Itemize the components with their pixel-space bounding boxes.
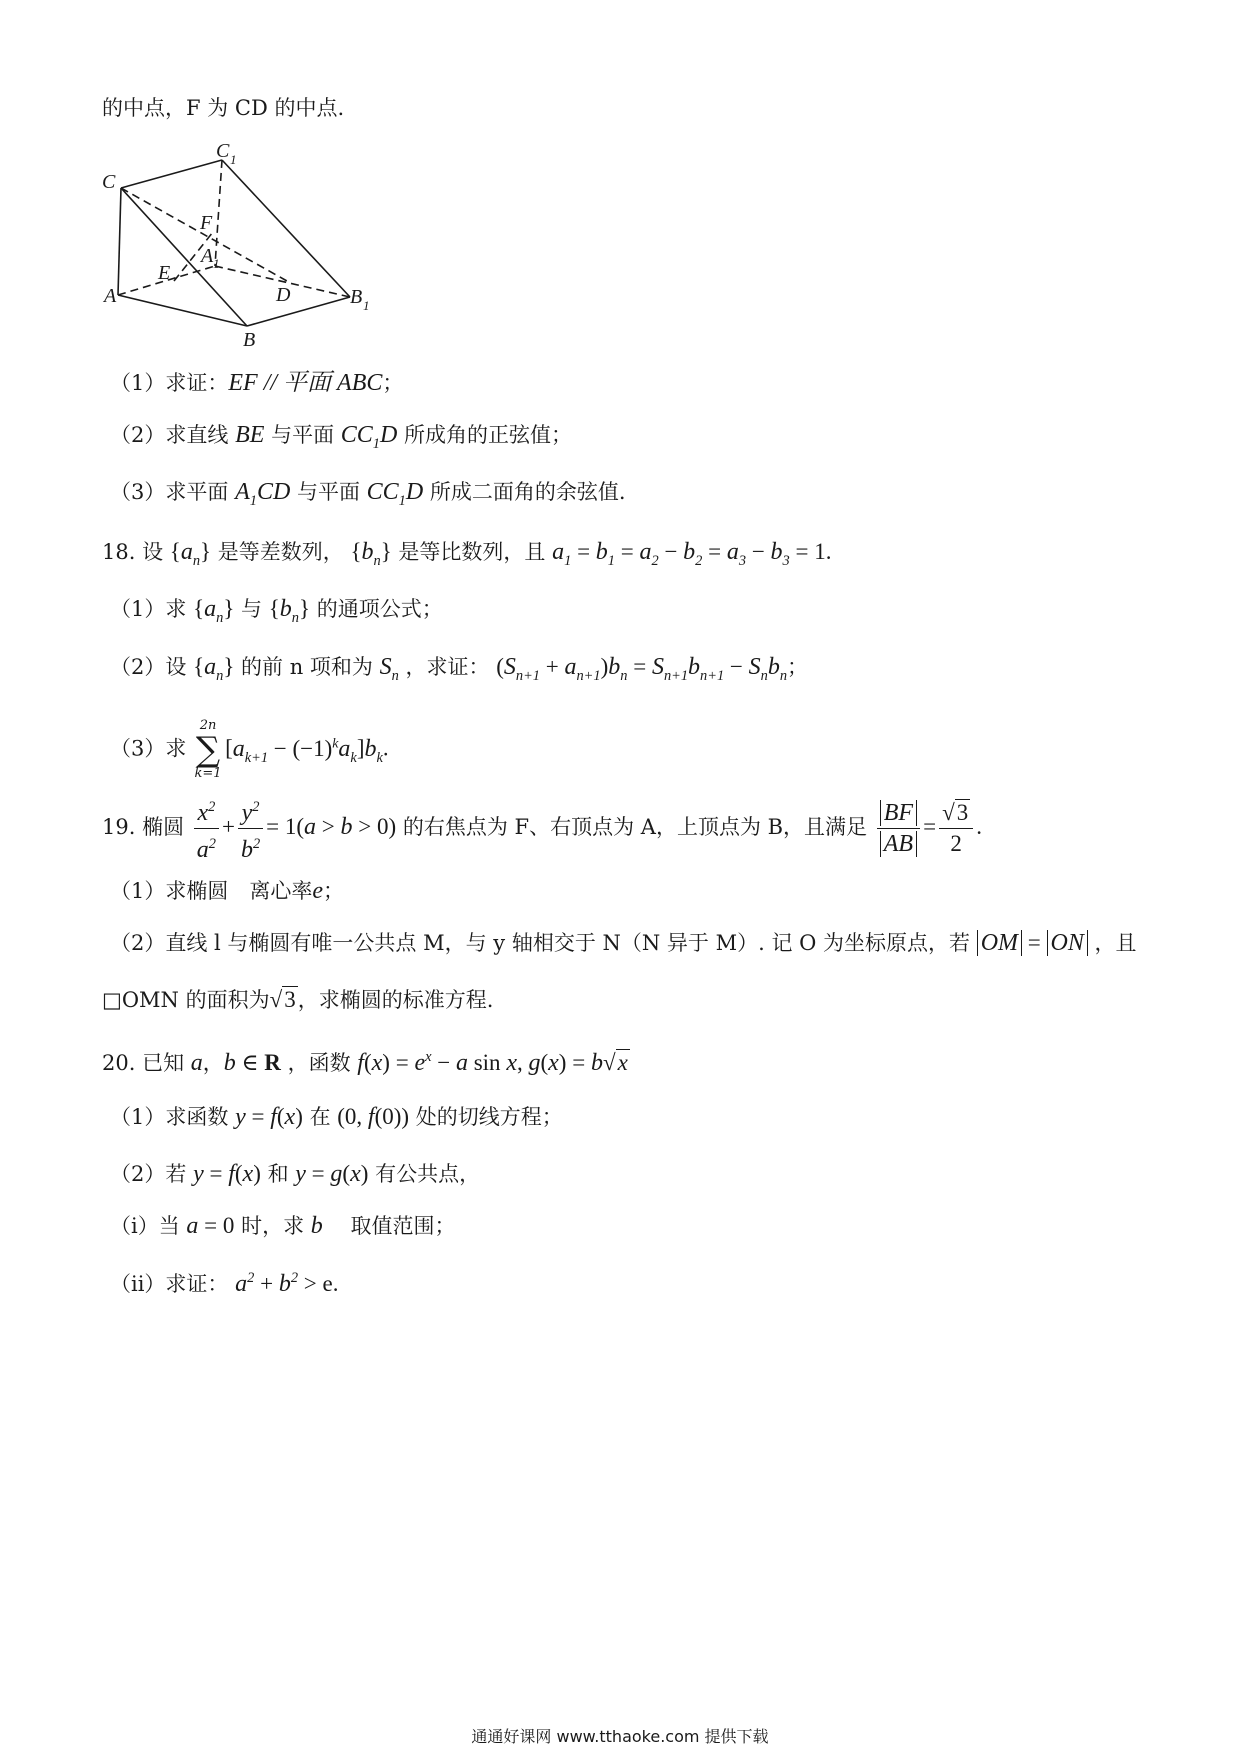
label-F: F [200, 212, 213, 234]
q18-part2: （2）设 $\{a_n\}$ 的前 n 项和为 $S_n$ ，求证： $(S_{n+1} + a_{n+1})b_n = S_{n+1}b_{n+1} - S_nb_n$； [110, 654, 809, 684]
q18-stem: 18. 设 $\{a_n\}$ 是等差数列， $\{b_n\}$ 是等比数列，且 $a_1 = b_1 = a_2 - b_2 = a_3 - b_3 = 1$. [102, 539, 832, 569]
q19-stem: 19. 椭圆 $\frac{x^2}{a^2}$ + $\frac{y^2}{b^2}$ = 1(a > b > 0) 的右焦点为 F、右顶点为 A，上顶点为 B，且满足 $\frac{BF}{AB}$ = $\frac{√3}{2}$ . [102, 792, 982, 865]
q20-part2: （2）若 y = f(x) 和 y = g(x) 有公共点， [110, 1161, 481, 1187]
label-C1-sub: 1 [230, 152, 237, 167]
label-A: A [104, 285, 117, 307]
label-B: B [243, 329, 256, 351]
label-A1: A [201, 245, 214, 267]
q20-part-i: （i）当 a = 0 时，求 b 取值范围； [110, 1213, 456, 1239]
label-B1: B [350, 286, 363, 308]
q19-part2-cont: □OMN 的面积为√3，求椭圆的标准方程. [102, 987, 494, 1012]
q19-part2: （2）直线 l 与椭圆有唯一公共点 M，与 y 轴相交于 N（N 异于 M）. 记 O 为坐标原点，若 OM = ON ，且 [110, 930, 1137, 956]
q19-part1: （1）求椭圆 离心率e； [110, 878, 345, 904]
q18-part3: （3）求 2n ∑ k=1 $[a_{k+1} - (-1)^ka_k]b_k$. [110, 718, 389, 782]
label-B1-sub: 1 [363, 298, 370, 313]
q17-part1: （1）求证：EF // 平面 ABC； [110, 370, 404, 396]
label-A1-sub: 1 [213, 256, 220, 271]
q17-part2: （2）求直线 BE 与平面 $CC_1D$ 所成角的正弦值； [110, 422, 573, 452]
page-footer: 通通好课网 www.tthaoke.com 提供下载 [471, 1727, 769, 1746]
q20-part-ii: （ii）求证： $a^2 + b^2 > e$. [110, 1270, 339, 1297]
prism-figure [100, 140, 400, 355]
q20-stem: 20. 已知 a，b ∈ R ，函数 $f(x) = e^x - a$ sin x, g(x) = b√x [102, 1049, 628, 1076]
label-E: E [158, 262, 171, 284]
q20-part1: （1）求函数 y = f(x) 在 (0, f(0)) 处的切线方程； [110, 1104, 563, 1130]
label-C: C [102, 171, 116, 193]
label-C1: C [216, 140, 230, 162]
label-D: D [276, 284, 291, 306]
q18-part1: （1）求 $\{a_n\}$ 与 $\{b_n\}$ 的通项公式； [110, 596, 443, 626]
q17-part3: （3）求平面 $A_1CD$ 与平面 $CC_1D$ 所成二面角的余弦值. [110, 479, 626, 509]
header-line: 的中点，F 为 CD 的中点. [102, 96, 345, 120]
